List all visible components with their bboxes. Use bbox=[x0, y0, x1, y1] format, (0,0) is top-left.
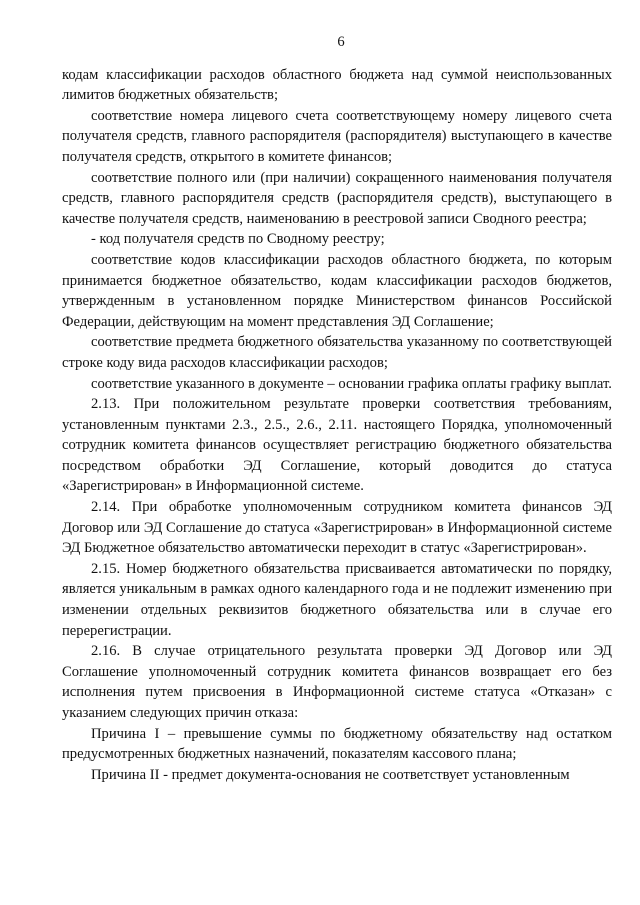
paragraph-recipient-name-check: соответствие полного или (при наличии) сокращенного наименования получателя средств, главного распорядителя средств (распорядителя средств), выступающего в качестве получателя средств, наименованию в реестровой записи Сводного реестра; bbox=[62, 169, 612, 227]
paragraph-clause-2-16: 2.16. В случае отрицательного результата проверки ЭД Договор или ЭД Соглашение уполномоченный сотрудник комитета финансов возвращает его без исполнения путем присвоения в Информационной системе статуса «Отказан» с указанием следующих причин отказа: bbox=[62, 643, 612, 721]
page-number: 6 bbox=[337, 34, 345, 50]
paragraph-continuation: кодам классификации расходов областного бюджета над суммой неиспользованных лимитов бюджетных обязательств; bbox=[62, 66, 612, 104]
paragraph-classification-codes-check: соответствие кодов классификации расходов областного бюджета, по которым принимается бюджетное обязательство, кодам классификации расходов бюджетов, утвержденным в установленном порядке Министерством финансов Российской Федерации, действующим на момент представления ЭД Соглашение; bbox=[62, 251, 612, 330]
paragraph-clause-2-14: 2.14. При обработке уполномоченным сотрудником комитета финансов ЭД Договор или ЭД Соглашение до статуса «Зарегистрирован» в Информационной системе ЭД Бюджетное обязательство автоматически переходит в статус «Зарегистрирован». bbox=[62, 499, 612, 557]
paragraph-account-number-check: соответствие номера лицевого счета соответствующему номеру лицевого счета получателя средств, главного распорядителя (распорядителя) выступающего в качестве получателя средств, открытого в комитете финансов; bbox=[62, 107, 612, 165]
paragraph-reason-1: Причина I – превышение суммы по бюджетному обязательству над остатком предусмотренных бюджетных назначений, показателям кассового плана; bbox=[62, 725, 612, 763]
paragraph-recipient-code: - код получателя средств по Сводному реестру; bbox=[91, 231, 385, 248]
paragraph-reason-2: Причина II - предмет документа-основания не соответствует установленным bbox=[91, 766, 570, 783]
paragraph-payment-schedule-check: соответствие указанного в документе – основании графика оплаты графику выплат. bbox=[91, 375, 612, 392]
paragraph-subject-check: соответствие предмета бюджетного обязательства указанному по соответствующей строке коду вида расходов классификации расходов; bbox=[62, 334, 612, 371]
paragraph-clause-2-13: 2.13. При положительном результате проверки соответствия требованиям, установленным пунктами 2.3., 2.5., 2.6., 2.11. настоящего Порядка, уполномоченный сотрудник комитета финансов осуществляет регистрацию бюджетного обязательства посредством обработки ЭД Соглашение, который доводится до статуса «Зарегистрирован» в Информационной системе. bbox=[62, 396, 612, 495]
paragraph-clause-2-15: 2.15. Номер бюджетного обязательства присваивается автоматически по порядку, является уникальным в рамках одного календарного года и не подлежит изменению при изменении отдельных реквизитов бюджетного обязательства или в случае его перерегистрации. bbox=[62, 560, 612, 639]
